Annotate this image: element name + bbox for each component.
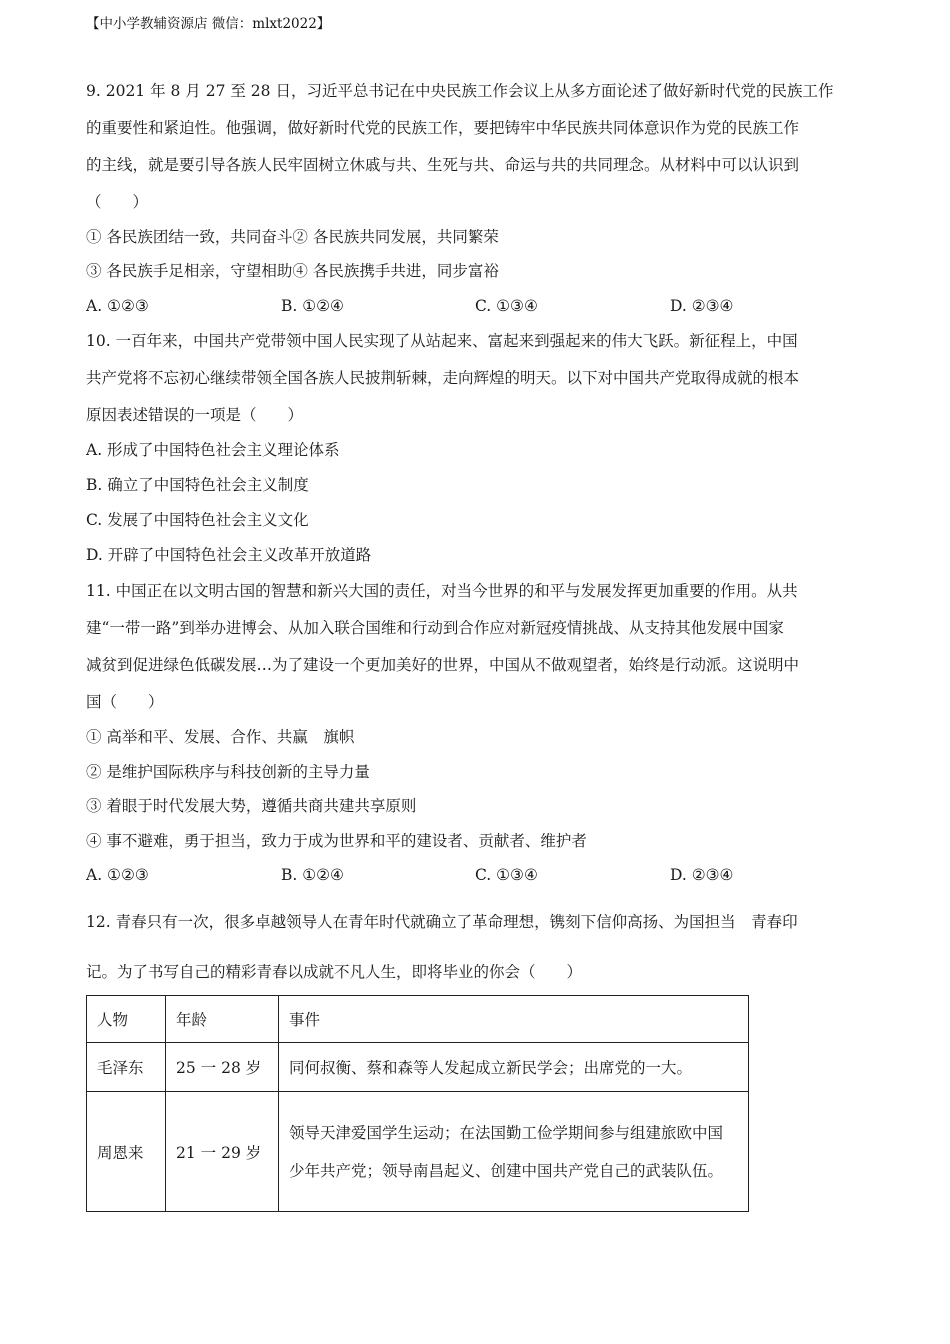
q11-statement: ③ 着眼于时代发展大势，遵循共商共建共享原则: [86, 797, 417, 815]
q10-stem-line: 10. 一百年来，中国共产党带领中国人民实现了从站起来、富起来到强起来的伟大飞跃。新征程上，中国: [86, 332, 798, 350]
q9-stem-line: 的重要性和紧迫性。他强调，做好新时代党的民族工作，要把铸牢中华民族共同体意识作为党的民族工作: [86, 119, 800, 137]
q11-statement: ① 高举和平、发展、合作、共赢 旗帜: [86, 728, 355, 746]
table-cell-age: 25 一 28 岁: [166, 1043, 279, 1092]
table-row: [87, 1092, 749, 1212]
q9-option-a[interactable]: A. ①②③: [86, 297, 149, 315]
q11-stem-line: 建“一带一路”到举办进博会、从加入联合国维和行动到合作应对新冠疫情挑战、从支持其他发展中国家: [86, 619, 784, 637]
source-header: 【中小学教辅资源店 微信：mlxt2022】: [86, 16, 331, 32]
q9-stem-line: 的主线，就是要引导各族人民牢固树立休戚与共、生死与共、命运与共的共同理念。从材料中可以认识到: [86, 156, 800, 174]
q11-stem-line: 11. 中国正在以文明古国的智慧和新兴大国的责任，对当今世界的和平与发展发挥更加重要的作用。从共: [86, 582, 798, 600]
table-cell-age: 21 一 29 岁: [166, 1092, 279, 1212]
q9-stem-line: （ ）: [86, 193, 149, 211]
q10-option-d[interactable]: D. 开辟了中国特色社会主义改革开放道路: [86, 546, 372, 564]
q9-option-d[interactable]: D. ②③④: [670, 297, 734, 315]
q9-option-c[interactable]: C. ①③④: [475, 297, 538, 315]
table-header-cell: 事件: [279, 996, 749, 1043]
q11-option-d[interactable]: D. ②③④: [670, 866, 734, 884]
q11-stem-line: 减贫到促进绿色低碳发展…为了建设一个更加美好的世界，中国从不做观望者，始终是行动派。这说明中: [86, 656, 800, 674]
table-cell-event: 同何叔衡、蔡和森等人发起成立新民学会；出席党的一大。: [279, 1043, 749, 1092]
q9-stem-line: 9. 2021 年 8 月 27 至 28 日，习近平总书记在中央民族工作会议上从多方面论述了做好新时代党的民族工作: [86, 82, 834, 100]
q10-option-a[interactable]: A. 形成了中国特色社会主义理论体系: [86, 441, 340, 459]
q11-option-b[interactable]: B. ①②④: [281, 866, 344, 884]
table-cell-person: 毛泽东: [87, 1043, 166, 1092]
q9-statement: ③ 各民族手足相亲，守望相助④ 各民族携手共进，同步富裕: [86, 262, 499, 280]
q12-stem-line: 记。为了书写自己的精彩青春以成就不凡人生，即将毕业的你会（ ）: [86, 963, 583, 981]
q9-statement: ① 各民族团结一致，共同奋斗② 各民族共同发展，共同繁荣: [86, 228, 499, 246]
q10-option-b[interactable]: B. 确立了中国特色社会主义制度: [86, 476, 309, 494]
q11-statement: ④ 事不避难，勇于担当，致力于成为世界和平的建设者、贡献者、维护者: [86, 832, 587, 850]
q10-option-c[interactable]: C. 发展了中国特色社会主义文化: [86, 511, 309, 529]
q11-option-a[interactable]: A. ①②③: [86, 866, 149, 884]
q10-stem-line: 原因表述错误的一项是（ ）: [86, 406, 304, 424]
table-header-cell: 人物: [87, 996, 166, 1043]
table-header-row: [87, 996, 749, 1043]
q11-statement: ② 是维护国际秩序与科技创新的主导力量: [86, 763, 370, 781]
table-cell-person: 周恩来: [87, 1092, 166, 1212]
table-cell-event: 领导天津爱国学生运动；在法国勤工俭学期间参与组建旅欧中国少年共产党；领导南昌起义、创建中国共产党自己的武装队伍。: [279, 1092, 749, 1212]
table-header-cell: 年龄: [166, 996, 279, 1043]
table-row: [87, 1043, 749, 1092]
q12-stem-line: 12. 青春只有一次，很多卓越领导人在青年时代就确立了革命理想，镌刻下信仰高扬、为国担当 青春印: [86, 913, 798, 931]
q10-stem-line: 共产党将不忘初心继续带领全国各族人民披荆斩棘，走向辉煌的明天。以下对中国共产党取得成就的根本: [86, 369, 800, 387]
q11-option-c[interactable]: C. ①③④: [475, 866, 538, 884]
q9-option-b[interactable]: B. ①②④: [281, 297, 344, 315]
q11-stem-line: 国（ ）: [86, 693, 164, 711]
leaders-table: [86, 995, 749, 1212]
